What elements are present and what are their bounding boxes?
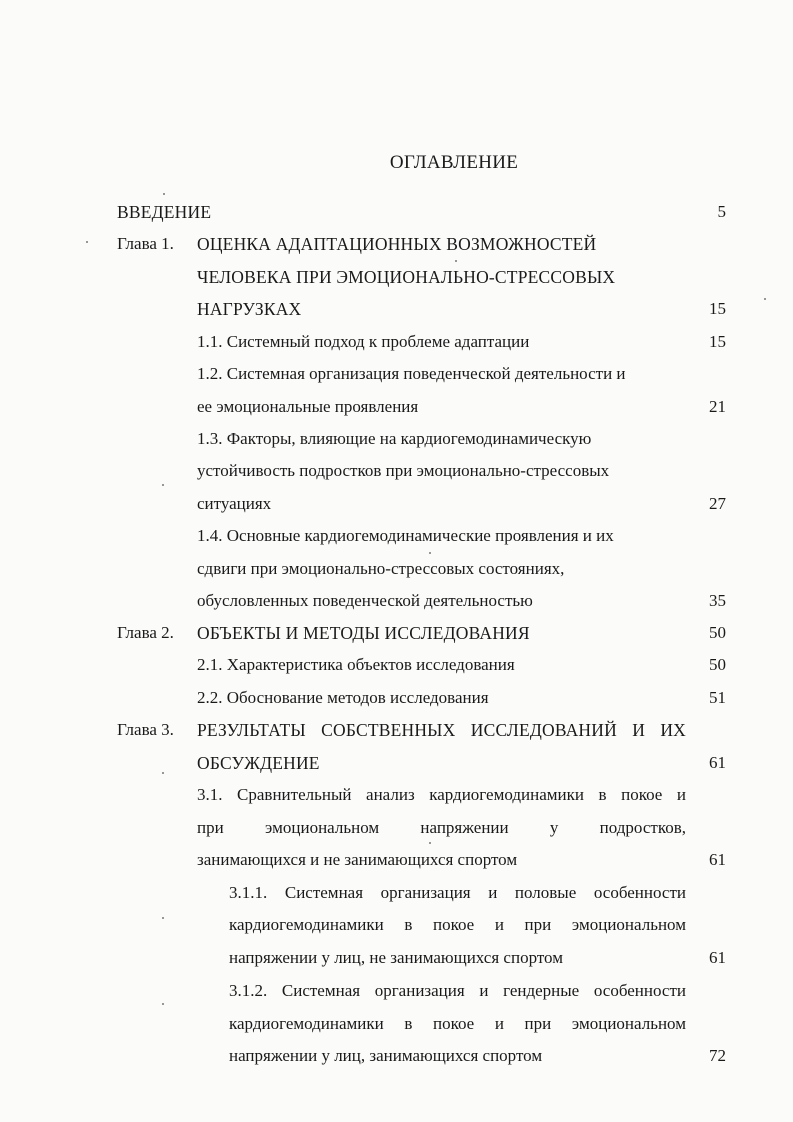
section-3-1-page: 61 xyxy=(709,850,726,869)
page-title: ОГЛАВЛЕНИЕ xyxy=(389,152,519,173)
section-1-4-page: 35 xyxy=(709,591,726,610)
chapter-1-title-line-1[interactable]: ОЦЕНКА АДАПТАЦИОННЫХ ВОЗМОЖНОСТЕЙ xyxy=(197,234,597,254)
chapter-3-page: 61 xyxy=(709,753,726,772)
section-3-1-line-2[interactable]: при эмоциональном напряжении у подростков, xyxy=(197,818,686,837)
chapter-3-title-line-2[interactable]: ОБСУЖДЕНИЕ xyxy=(197,753,320,773)
section-3-1-1-line-3[interactable]: напряжении у лиц, не занимающихся спортом xyxy=(229,948,563,967)
section-1-1-line-1[interactable]: 1.1. Системный подход к проблеме адаптации xyxy=(197,332,530,351)
section-2-2-line-1[interactable]: 2.2. Обоснование методов исследования xyxy=(197,688,489,707)
scan-speck xyxy=(163,193,165,195)
scan-speck xyxy=(162,917,164,919)
chapter-2-label: Глава 2. xyxy=(117,623,174,642)
section-2-1-line-1[interactable]: 2.1. Характеристика объектов исследования xyxy=(197,655,515,674)
scan-speck xyxy=(162,1003,164,1005)
section-1-4-line-1[interactable]: 1.4. Основные кардиогемодинамические проявления и их xyxy=(197,526,614,545)
section-1-2-line-1[interactable]: 1.2. Системная организация поведенческой деятельности и xyxy=(197,364,626,383)
section-3-1-1-line-1[interactable]: 3.1.1. Системная организация и половые особенности xyxy=(229,883,686,902)
section-1-4-line-3[interactable]: обусловленных поведенческой деятельностью xyxy=(197,591,533,610)
section-2-2-page: 51 xyxy=(709,688,726,707)
section-3-1-1-line-2[interactable]: кардиогемодинамики в покое и при эмоциональном xyxy=(229,915,686,934)
chapter-1-page: 15 xyxy=(709,299,726,318)
section-3-1-line-3[interactable]: занимающихся и не занимающихся спортом xyxy=(197,850,518,869)
chapter-2-title-line-1[interactable]: ОБЪЕКТЫ И МЕТОДЫ ИССЛЕДОВАНИЯ xyxy=(197,623,530,643)
section-1-4-line-2[interactable]: сдвиги при эмоционально-стрессовых состояниях, xyxy=(197,559,565,578)
section-1-3-line-1[interactable]: 1.3. Факторы, влияющие на кардиогемодинамическую xyxy=(197,429,592,448)
toc-page-intro: 5 xyxy=(717,202,726,221)
scan-speck xyxy=(162,484,164,486)
scan-speck xyxy=(764,298,766,300)
section-1-2-page: 21 xyxy=(709,397,726,416)
section-3-1-line-1[interactable]: 3.1. Сравнительный анализ кардиогемодинамики в покое и xyxy=(197,785,686,804)
section-1-2-line-2[interactable]: ее эмоциональные проявления xyxy=(197,397,419,416)
section-3-1-2-page: 72 xyxy=(709,1046,726,1065)
section-3-1-2-line-3[interactable]: напряжении у лиц, занимающихся спортом xyxy=(229,1046,543,1065)
chapter-1-title-line-3[interactable]: НАГРУЗКАХ xyxy=(197,299,302,319)
chapter-2-page: 50 xyxy=(709,623,726,642)
section-1-3-line-2[interactable]: устойчивость подростков при эмоционально-стрессовых xyxy=(197,461,610,480)
section-1-3-line-3[interactable]: ситуациях xyxy=(197,494,272,513)
section-3-1-2-line-1[interactable]: 3.1.2. Системная организация и гендерные особенности xyxy=(229,981,686,1000)
toc-entry-intro[interactable]: ВВЕДЕНИЕ xyxy=(117,202,212,222)
chapter-1-label: Глава 1. xyxy=(117,234,174,253)
scan-speck xyxy=(455,260,457,262)
scan-speck xyxy=(429,552,431,554)
scan-speck xyxy=(86,241,88,243)
chapter-3-title-line-1[interactable]: РЕЗУЛЬТАТЫ СОБСТВЕННЫХ ИССЛЕДОВАНИЙ И ИХ xyxy=(197,720,686,740)
section-1-1-page: 15 xyxy=(709,332,726,351)
section-3-1-2-line-2[interactable]: кардиогемодинамики в покое и при эмоциональном xyxy=(229,1014,686,1033)
section-2-1-page: 50 xyxy=(709,655,726,674)
scan-speck xyxy=(162,772,164,774)
scan-speck xyxy=(429,842,431,844)
chapter-3-label: Глава 3. xyxy=(117,720,174,739)
chapter-1-title-line-2[interactable]: ЧЕЛОВЕКА ПРИ ЭМОЦИОНАЛЬНО-СТРЕССОВЫХ xyxy=(197,267,616,287)
section-1-3-page: 27 xyxy=(709,494,726,513)
section-3-1-1-page: 61 xyxy=(709,948,726,967)
